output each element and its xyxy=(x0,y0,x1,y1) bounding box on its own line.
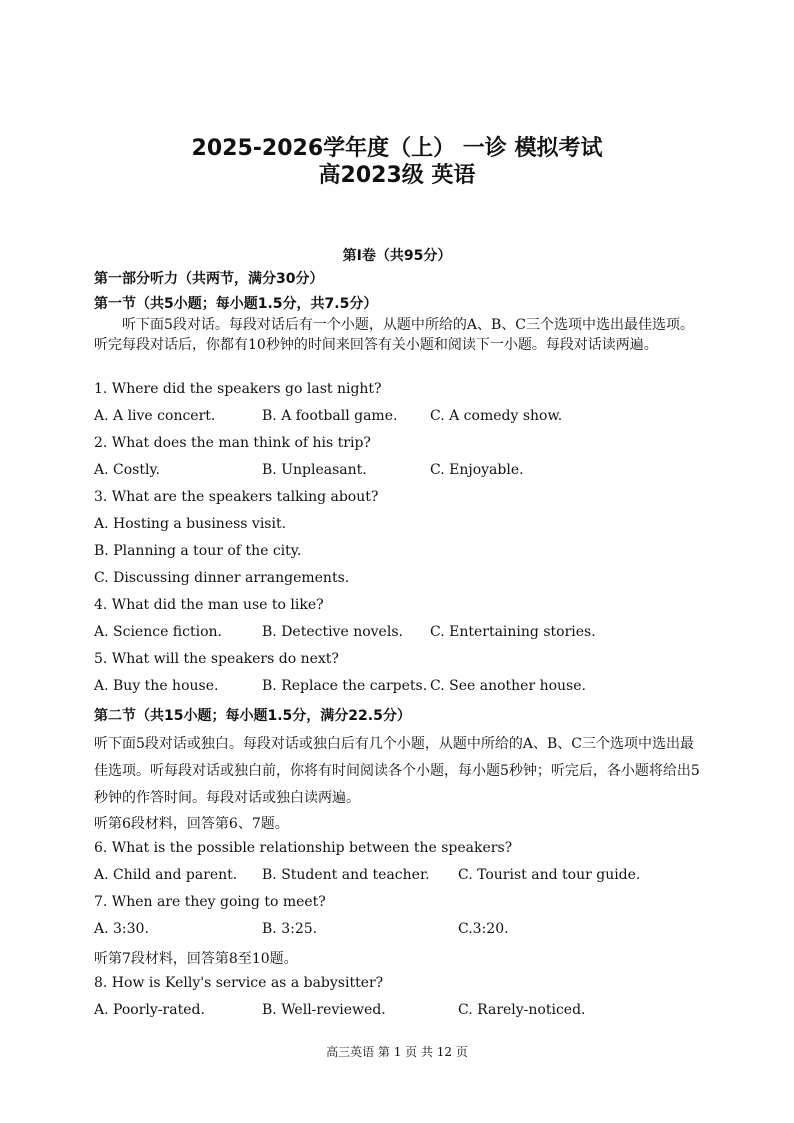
section2-heading: 第二节（共15小题；每小题1.5分，满分22.5分） xyxy=(94,708,411,724)
q8-option-c: C. Rarely-noticed. xyxy=(458,1002,586,1018)
question-8: 8. How is Kelly's service as a babysitter? xyxy=(94,975,384,991)
question-4: 4. What did the man use to like? xyxy=(94,597,324,613)
q2-option-c: C. Enjoyable. xyxy=(430,462,524,478)
section1-heading: 第一节（共5小题；每小题1.5分，共7.5分） xyxy=(94,296,378,312)
q7-option-c: C.3:20. xyxy=(458,921,509,937)
q8-option-a: A. Poorly-rated. xyxy=(94,1002,205,1018)
question-3: 3. What are the speakers talking about? xyxy=(94,489,379,505)
q8-option-b: B. Well-reviewed. xyxy=(262,1002,386,1018)
q6-option-a: A. Child and parent. xyxy=(94,867,238,883)
exam-title: 2025-2026学年度（上） 一诊 模拟考试 xyxy=(191,136,603,161)
question-7: 7. When are they going to meet? xyxy=(94,894,326,910)
q4-option-a: A. Science fiction. xyxy=(94,624,222,640)
q1-option-a: A. A live concert. xyxy=(94,408,216,424)
q4-option-c: C. Entertaining stories. xyxy=(430,624,596,640)
page-footer: 高三英语 第 1 页 共 12 页 xyxy=(326,1045,468,1059)
q1-option-c: C. A comedy show. xyxy=(430,408,563,424)
question-2: 2. What does the man think of his trip? xyxy=(94,435,371,451)
exam-subtitle: 高2023级 英语 xyxy=(318,163,476,188)
q3-option-a: A. Hosting a business visit. xyxy=(94,516,287,532)
q2-option-b: B. Unpleasant. xyxy=(262,462,367,478)
volume-heading: 第Ⅰ卷（共95分） xyxy=(342,248,452,264)
section2-instructions: 听下面5段对话或独白。每段对话或独白后有几个小题，从题中所给的A、B、C三个选项中选出最佳选项。听每段对话或独白前，你将有时间阅读各个小题，每小题5秒钟；听完后，各小题将给出5秒钟的作答时间。每段对话或独白读两遍。 xyxy=(94,736,700,806)
section2-note-7: 听第7段材料，回答第8至10题。 xyxy=(94,951,298,967)
section2-note-6: 听第6段材料，回答第6、7题。 xyxy=(94,816,289,832)
question-5: 5. What will the speakers do next? xyxy=(94,651,339,667)
q3-option-b: B. Planning a tour of the city. xyxy=(94,543,302,559)
question-6: 6. What is the possible relationship between the speakers? xyxy=(94,840,513,856)
q3-option-c: C. Discussing dinner arrangements. xyxy=(94,570,350,586)
q1-option-b: B. A football game. xyxy=(262,408,398,424)
part1-heading: 第一部分听力（共两节，满分30分） xyxy=(94,271,324,287)
q7-option-b: B. 3:25. xyxy=(262,921,318,937)
q6-option-b: B. Student and teacher. xyxy=(262,867,430,883)
question-1: 1. Where did the speakers go last night? xyxy=(94,381,382,397)
q7-option-a: A. 3:30. xyxy=(94,921,149,937)
q4-option-b: B. Detective novels. xyxy=(262,624,403,640)
q6-option-c: C. Tourist and tour guide. xyxy=(458,867,641,883)
q2-option-a: A. Costly. xyxy=(94,462,160,478)
section1-instructions: 听下面5段对话。每段对话后有一个小题，从题中所给的A、B、C三个选项中选出最佳选项。听完每段对话后，你都有10秒钟的时间来回答有关小题和阅读下一小题。每段对话读两遍。 xyxy=(94,317,695,353)
q5-option-a: A. Buy the house. xyxy=(94,678,219,694)
q5-option-b: B. Replace the carpets. xyxy=(262,678,428,694)
q5-option-c: C. See another house. xyxy=(430,678,586,694)
